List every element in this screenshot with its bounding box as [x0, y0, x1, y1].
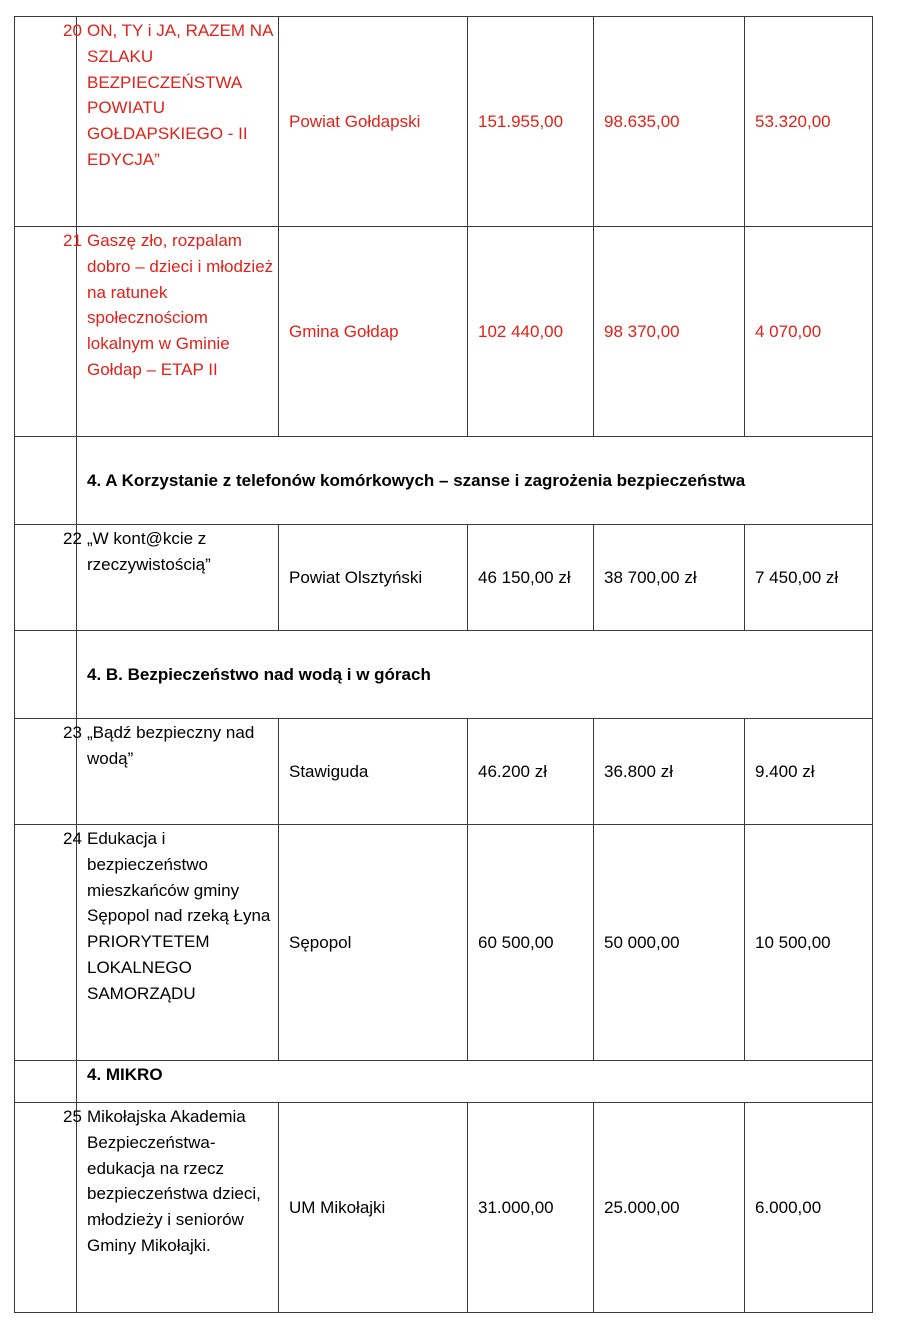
section-row: [15, 437, 873, 525]
section-row: [15, 631, 873, 719]
applicant: Powiat Gołdapski: [279, 17, 468, 227]
grant-amount: 38 700,00 zł: [594, 525, 745, 631]
applicant: Sępopol: [279, 825, 468, 1061]
table-row: [15, 825, 873, 1061]
row-number-cell: [15, 825, 82, 1061]
row-number: 24: [63, 829, 82, 848]
total-amount: 102 440,00: [468, 227, 594, 437]
table-row: [15, 719, 873, 825]
project-title: „Bądź bezpieczny nad wodą”: [77, 719, 279, 825]
table-row: [15, 17, 873, 227]
section-heading: 4. MIKRO: [77, 1061, 873, 1103]
own-contribution: 10 500,00: [745, 825, 873, 1061]
row-number: 25: [63, 1107, 82, 1126]
applicant: Powiat Olsztyński: [279, 525, 468, 631]
own-contribution: 7 450,00 zł: [745, 525, 873, 631]
grant-amount: 50 000,00: [594, 825, 745, 1061]
table-row: [15, 525, 873, 631]
total-amount: 60 500,00: [468, 825, 594, 1061]
row-number-cell: [15, 17, 82, 227]
applicant: Gmina Gołdap: [279, 227, 468, 437]
section-heading: 4. A Korzystanie z telefonów komórkowych – szanse i zagrożenia bezpieczeństwa: [77, 437, 873, 525]
own-contribution: 9.400 zł: [745, 719, 873, 825]
grant-amount: 98 370,00: [594, 227, 745, 437]
total-amount: 31.000,00: [468, 1103, 594, 1313]
row-number-cell: [15, 227, 82, 437]
row-number: 22: [63, 529, 82, 548]
section-spacer: [15, 437, 77, 525]
project-title: Edukacja i bezpieczeństwo mieszkańców gminy Sępopol nad rzeką Łyna PRIORYTETEM LOKALNEGO SAMORZĄDU: [77, 825, 279, 1061]
row-number-cell: [15, 1103, 82, 1313]
project-title: Mikołajska Akademia Bezpieczeństwa- edukacja na rzecz bezpieczeństwa dzieci, młodzieży i seniorów Gminy Mikołajki.: [77, 1103, 279, 1313]
own-contribution: 4 070,00: [745, 227, 873, 437]
total-amount: 46 150,00 zł: [468, 525, 594, 631]
row-number: 21: [63, 231, 82, 250]
applicant: Stawiguda: [279, 719, 468, 825]
total-amount: 151.955,00: [468, 17, 594, 227]
section-heading: 4. B. Bezpieczeństwo nad wodą i w górach: [77, 631, 873, 719]
row-number: 23: [63, 723, 82, 742]
projects-table: [14, 16, 873, 1313]
section-spacer: [15, 1061, 77, 1103]
row-number-cell: [15, 525, 82, 631]
grant-amount: 36.800 zł: [594, 719, 745, 825]
grant-amount: 98.635,00: [594, 17, 745, 227]
own-contribution: 6.000,00: [745, 1103, 873, 1313]
row-number-cell: [15, 719, 82, 825]
row-number: 20: [63, 21, 82, 40]
table-row: [15, 1103, 873, 1313]
project-title: „W kont@kcie z rzeczywistością”: [77, 525, 279, 631]
project-title: ON, TY i JA, RAZEM NA SZLAKU BEZPIECZEŃSTWA POWIATU GOŁDAPSKIEGO - II EDYCJA”: [77, 17, 279, 227]
table-row: [15, 227, 873, 437]
grant-amount: 25.000,00: [594, 1103, 745, 1313]
section-spacer: [15, 631, 77, 719]
section-row: [15, 1061, 873, 1103]
project-title: Gaszę zło, rozpalam dobro – dzieci i młodzież na ratunek społecznościom lokalnym w Gminie Gołdap – ETAP II: [77, 227, 279, 437]
total-amount: 46.200 zł: [468, 719, 594, 825]
applicant: UM Mikołajki: [279, 1103, 468, 1313]
own-contribution: 53.320,00: [745, 17, 873, 227]
